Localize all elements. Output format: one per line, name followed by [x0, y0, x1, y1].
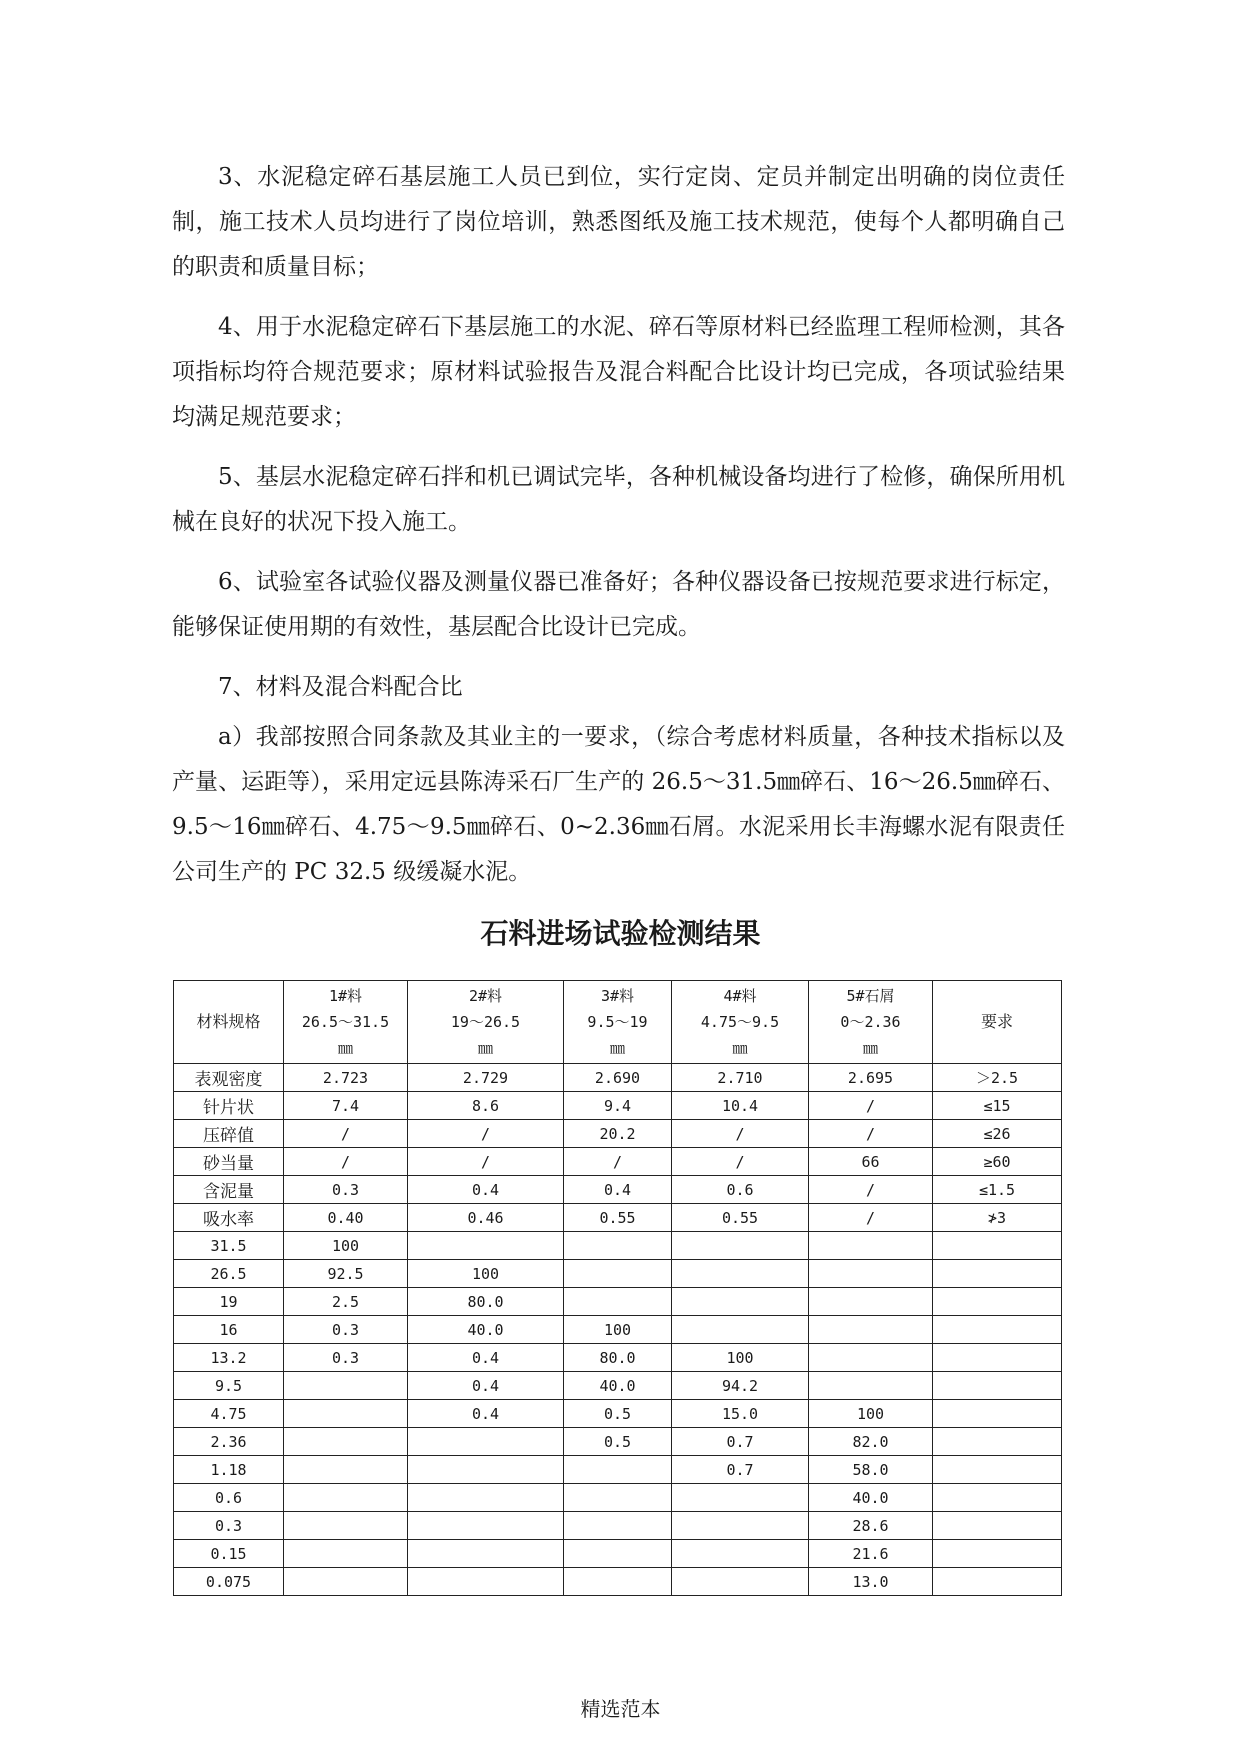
table-row [174, 1092, 1062, 1120]
table-cell [809, 1260, 933, 1288]
header-unit: ㎜ [609, 1039, 625, 1057]
row-label: 31.5 [174, 1232, 284, 1260]
table-cell: 0.4 [564, 1176, 672, 1204]
table-cell [672, 1260, 809, 1288]
table-cell: / [809, 1092, 933, 1120]
table-cell: 0.6 [672, 1176, 809, 1204]
table-cell: 2.723 [284, 1064, 408, 1092]
table-row [174, 1484, 1062, 1512]
requirement-cell: ≥60 [933, 1148, 1062, 1176]
table-row [174, 1568, 1062, 1596]
requirement-cell [933, 1372, 1062, 1400]
table-cell [809, 1232, 933, 1260]
table-cell: / [284, 1120, 408, 1148]
table-cell: 58.0 [809, 1456, 933, 1484]
table-row [174, 1344, 1062, 1372]
table-body [174, 1064, 1062, 1596]
table-cell [408, 1540, 564, 1568]
table-row [174, 1064, 1062, 1092]
table-cell: 100 [564, 1316, 672, 1344]
header-label: 3#料 [600, 987, 635, 1005]
stone-test-results-table [173, 980, 1062, 1596]
table-cell: 0.3 [284, 1176, 408, 1204]
table-cell: 0.4 [408, 1344, 564, 1372]
row-label: 表观密度 [174, 1064, 284, 1092]
row-label: 0.6 [174, 1484, 284, 1512]
requirement-cell [933, 1232, 1062, 1260]
paragraph-4: 4、用于水泥稳定碎石下基层施工的水泥、碎石等原材料已经监理工程师检测，其各项指标均符合规范要求；原材料试验报告及混合料配合比设计均已完成，各项试验结果均满足规范要求； [172, 314, 1065, 430]
table-row [174, 1428, 1062, 1456]
table-cell: 0.3 [284, 1344, 408, 1372]
table-cell: / [672, 1148, 809, 1176]
table-cell: 2.5 [284, 1288, 408, 1316]
table-cell [564, 1540, 672, 1568]
table-cell: 7.4 [284, 1092, 408, 1120]
row-label: 含泥量 [174, 1176, 284, 1204]
header-label: 4#料 [723, 987, 757, 1005]
row-label: 砂当量 [174, 1148, 284, 1176]
header-range: 26.5～31.5 [301, 1013, 390, 1031]
requirement-cell [933, 1344, 1062, 1372]
row-label: 吸水率 [174, 1204, 284, 1232]
table-cell: 15.0 [672, 1400, 809, 1428]
table-cell [564, 1484, 672, 1512]
table-cell: / [564, 1148, 672, 1176]
row-label: 19 [174, 1288, 284, 1316]
table-cell [564, 1260, 672, 1288]
table-header-row [174, 981, 1062, 1064]
table-cell: 2.710 [672, 1064, 809, 1092]
table-cell [284, 1540, 408, 1568]
table-cell [284, 1456, 408, 1484]
table-cell: 66 [809, 1148, 933, 1176]
header-range: 4.75～9.5 [700, 1013, 780, 1031]
table-cell: 0.3 [284, 1316, 408, 1344]
requirement-cell: ≤1.5 [933, 1176, 1062, 1204]
header-range: 19～26.5 [450, 1013, 521, 1031]
requirement-cell [933, 1288, 1062, 1316]
table-cell: 2.690 [564, 1064, 672, 1092]
header-label: 5#石屑 [846, 987, 895, 1005]
table-cell [284, 1428, 408, 1456]
requirement-cell [933, 1484, 1062, 1512]
table-row [174, 1148, 1062, 1176]
header-material-3 [564, 981, 672, 1064]
table-cell [672, 1540, 809, 1568]
requirement-cell [933, 1428, 1062, 1456]
table-cell: 100 [809, 1400, 933, 1428]
table-cell: 0.4 [408, 1400, 564, 1428]
table-row [174, 1176, 1062, 1204]
table-cell: 80.0 [564, 1344, 672, 1372]
table-cell: 0.40 [284, 1204, 408, 1232]
table-cell [809, 1316, 933, 1344]
table-row [174, 1456, 1062, 1484]
table-cell: / [809, 1204, 933, 1232]
table-cell [809, 1372, 933, 1400]
table-cell: 82.0 [809, 1428, 933, 1456]
requirement-cell [933, 1316, 1062, 1344]
table-cell [672, 1316, 809, 1344]
row-label: 9.5 [174, 1372, 284, 1400]
table-cell [284, 1372, 408, 1400]
paragraph-3: 3、水泥稳定碎石基层施工人员已到位，实行定岗、定员并制定出明确的岗位责任制，施工技术人员均进行了岗位培训，熟悉图纸及施工技术规范，使每个人都明确自己的职责和质量目标； [172, 164, 1065, 280]
table-cell [809, 1288, 933, 1316]
row-label: 16 [174, 1316, 284, 1344]
paragraph-5: 5、基层水泥稳定碎石拌和机已调试完毕，各种机械设备均进行了检修，确保所用机械在良好的状况下投入施工。 [172, 464, 1065, 535]
row-label: 压碎值 [174, 1120, 284, 1148]
requirement-cell: ≤26 [933, 1120, 1062, 1148]
table-row [174, 1204, 1062, 1232]
requirement-cell [933, 1400, 1062, 1428]
table-cell: 0.4 [408, 1176, 564, 1204]
table-cell: 9.4 [564, 1092, 672, 1120]
table-cell [408, 1428, 564, 1456]
paragraph-7-heading: 7、材料及混合料配合比 [218, 674, 463, 700]
table-cell [564, 1232, 672, 1260]
row-label: 26.5 [174, 1260, 284, 1288]
requirement-cell [933, 1260, 1062, 1288]
table-cell: 40.0 [564, 1372, 672, 1400]
table-cell: / [809, 1176, 933, 1204]
table-cell: 2.729 [408, 1064, 564, 1092]
table-cell [564, 1456, 672, 1484]
table-cell [672, 1568, 809, 1596]
table-cell: 20.2 [564, 1120, 672, 1148]
table-cell: / [672, 1120, 809, 1148]
table-cell: 100 [408, 1260, 564, 1288]
table-cell [284, 1568, 408, 1596]
paragraph-7a: a）我部按照合同条款及其业主的一要求，（综合考虑材料质量，各种技术指标以及产量、运距等），采用定远县陈涛采石厂生产的 26.5～31.5㎜碎石、16～26.5㎜碎石、9.5～16㎜碎石、4.75～9.5㎜碎石、0~2.36㎜石屑。水泥采用长丰海螺水泥有限责任公司生产的 PC 32.5 级缓凝水泥。 [172, 724, 1065, 885]
header-unit: ㎜ [337, 1039, 353, 1057]
table-cell [408, 1456, 564, 1484]
table-cell: 0.4 [408, 1372, 564, 1400]
requirement-cell [933, 1456, 1062, 1484]
table-cell: 0.55 [564, 1204, 672, 1232]
paragraph-6: 6、试验室各试验仪器及测量仪器已准备好；各种仪器设备已按规范要求进行标定，能够保证使用期的有效性，基层配合比设计已完成。 [172, 569, 1065, 640]
table-cell [408, 1568, 564, 1596]
header-unit: ㎜ [862, 1039, 878, 1057]
table-row [174, 1232, 1062, 1260]
row-label: 0.3 [174, 1512, 284, 1540]
table-cell [408, 1232, 564, 1260]
table-cell: 0.7 [672, 1456, 809, 1484]
requirement-cell [933, 1512, 1062, 1540]
table-cell [672, 1512, 809, 1540]
header-unit: ㎜ [477, 1039, 493, 1057]
table-cell [408, 1512, 564, 1540]
table-cell: 10.4 [672, 1092, 809, 1120]
requirement-cell: ＞2.5 [933, 1064, 1062, 1092]
table-cell: 0.46 [408, 1204, 564, 1232]
table-cell: 21.6 [809, 1540, 933, 1568]
header-requirement: 要求 [933, 981, 1062, 1064]
table-cell: / [809, 1120, 933, 1148]
table-row [174, 1540, 1062, 1568]
table-cell: 8.6 [408, 1092, 564, 1120]
table-row [174, 1316, 1062, 1344]
table-cell: 0.5 [564, 1428, 672, 1456]
table-cell: 92.5 [284, 1260, 408, 1288]
requirement-cell: ≤15 [933, 1092, 1062, 1120]
table-row [174, 1400, 1062, 1428]
table-cell: 0.55 [672, 1204, 809, 1232]
header-unit: ㎜ [732, 1039, 748, 1057]
header-label: 2#料 [468, 987, 503, 1005]
table-cell: 40.0 [809, 1484, 933, 1512]
table-cell: 40.0 [408, 1316, 564, 1344]
table-cell: 0.7 [672, 1428, 809, 1456]
requirement-cell [933, 1540, 1062, 1568]
table-cell [284, 1512, 408, 1540]
table-row [174, 1512, 1062, 1540]
header-range: 9.5～19 [587, 1013, 648, 1031]
table-cell: / [284, 1148, 408, 1176]
row-label: 0.15 [174, 1540, 284, 1568]
header-material-4 [672, 981, 809, 1064]
table-title: 石料进场试验检测结果 [480, 917, 761, 950]
table-cell: / [408, 1148, 564, 1176]
table-cell [284, 1484, 408, 1512]
table-cell [564, 1512, 672, 1540]
table-cell [809, 1344, 933, 1372]
header-material-1 [284, 981, 408, 1064]
table-cell [564, 1288, 672, 1316]
requirement-cell [933, 1568, 1062, 1596]
header-material-5 [809, 981, 933, 1064]
header-label: 1#料 [328, 987, 363, 1005]
row-label: 0.075 [174, 1568, 284, 1596]
requirement-cell: ≯3 [933, 1204, 1062, 1232]
table-row [174, 1260, 1062, 1288]
table-cell: 13.0 [809, 1568, 933, 1596]
page-footer: 精选范本 [580, 1697, 661, 1721]
row-label: 针片状 [174, 1092, 284, 1120]
header-material-spec: 材料规格 [174, 981, 284, 1064]
row-label: 1.18 [174, 1456, 284, 1484]
table-cell: 80.0 [408, 1288, 564, 1316]
table-cell: 94.2 [672, 1372, 809, 1400]
table-cell: 0.5 [564, 1400, 672, 1428]
table-cell: 100 [284, 1232, 408, 1260]
header-range: 0～2.36 [840, 1013, 901, 1031]
row-label: 4.75 [174, 1400, 284, 1428]
row-label: 2.36 [174, 1428, 284, 1456]
table-cell: 28.6 [809, 1512, 933, 1540]
table-cell [672, 1232, 809, 1260]
table-cell: 100 [672, 1344, 809, 1372]
table-cell: / [408, 1120, 564, 1148]
table-row [174, 1372, 1062, 1400]
header-material-2 [408, 981, 564, 1064]
table-cell [672, 1484, 809, 1512]
table-cell [564, 1568, 672, 1596]
table-cell [672, 1288, 809, 1316]
row-label: 13.2 [174, 1344, 284, 1372]
table-cell [284, 1400, 408, 1428]
table-row [174, 1120, 1062, 1148]
table-cell: 2.695 [809, 1064, 933, 1092]
table-row [174, 1288, 1062, 1316]
table-cell [408, 1484, 564, 1512]
